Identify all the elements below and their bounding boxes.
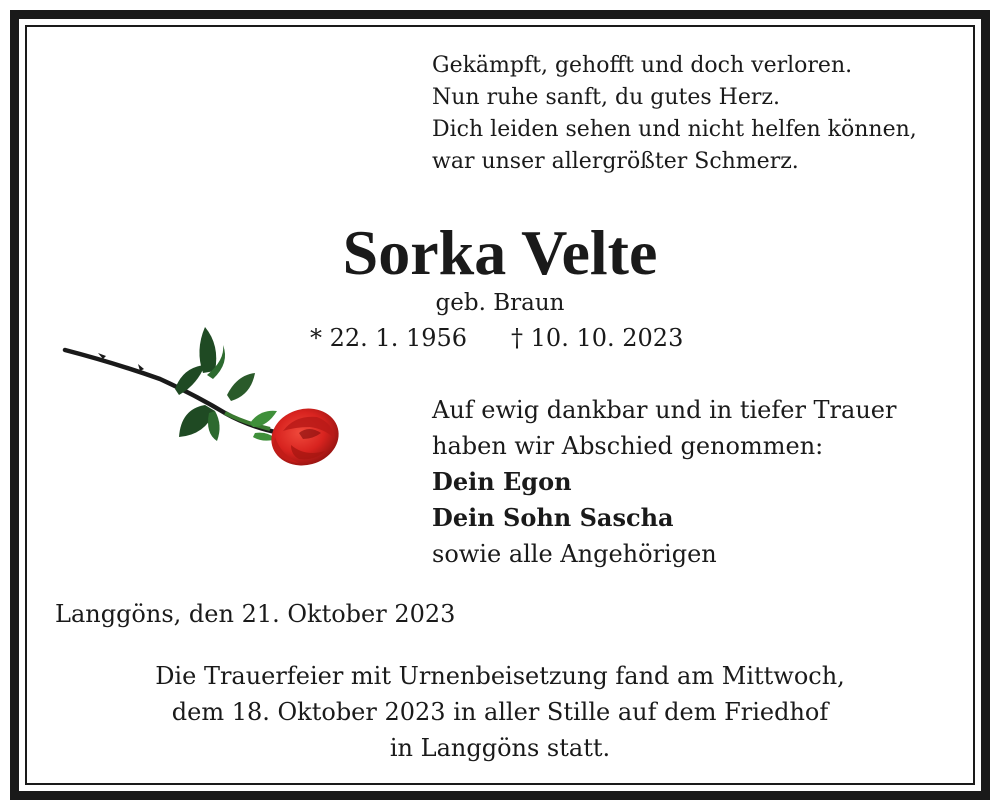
deceased-name: Sorka Velte: [342, 217, 658, 288]
life-dates: [310, 322, 683, 354]
mourners-intro-line: haben wir Abschied genommen:: [432, 432, 824, 460]
maiden-name: geb. Braun: [435, 290, 565, 316]
notice-line: in Langgöns statt.: [389, 734, 611, 762]
birth-date: * 22. 1. 1956: [310, 324, 468, 352]
notice-line: Die Trauerfeier mit Urnenbeisetzung fand am Mittwoch,: [155, 662, 845, 690]
mourners-closing: sowie alle Angehörigen: [432, 540, 717, 568]
poem-line: Gekämpft, gehofft und doch verloren.: [432, 53, 853, 78]
notice-line: dem 18. Oktober 2023 in aller Stille auf dem Friedhof: [171, 698, 829, 726]
poem-line: war unser allergrößter Schmerz.: [432, 149, 799, 174]
poem-line: Nun ruhe sanft, du gutes Herz.: [432, 85, 780, 110]
poem-line: Dich leiden sehen und nicht helfen können,: [432, 117, 917, 142]
mourners-block: [432, 392, 896, 572]
funeral-notice: [0, 658, 1000, 766]
red-rose-icon: [55, 305, 355, 490]
mourner-name: Dein Egon: [432, 467, 572, 496]
place-and-date: Langgöns, den 21. Oktober 2023: [55, 600, 456, 628]
poem: [432, 50, 917, 178]
death-date: † 10. 10. 2023: [511, 324, 684, 352]
mourners-intro-line: Auf ewig dankbar und in tiefer Trauer: [432, 396, 897, 424]
mourner-name: Dein Sohn Sascha: [432, 503, 674, 532]
